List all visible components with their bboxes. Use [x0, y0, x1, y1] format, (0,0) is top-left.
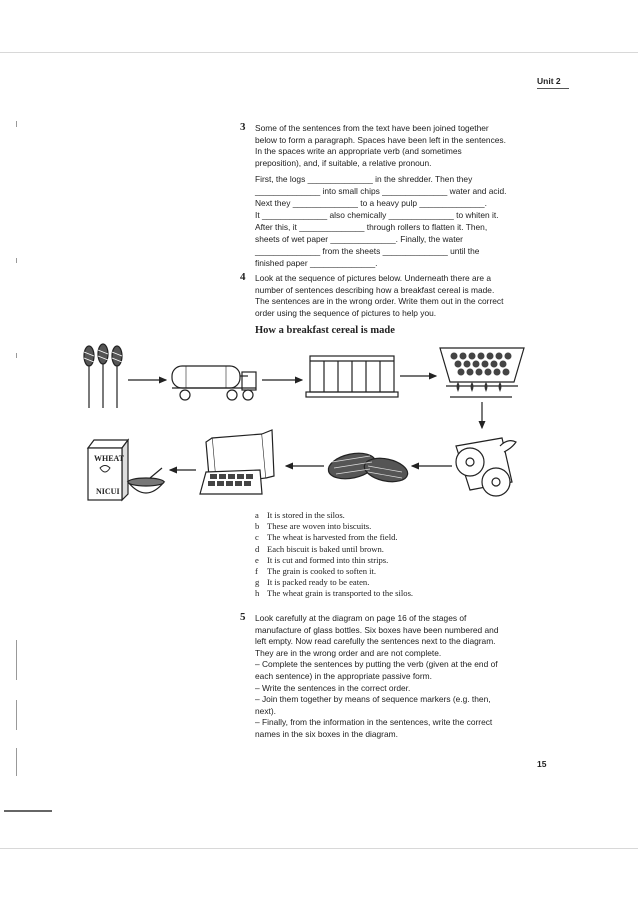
fill-line: Next they ______________ to a heavy pulp ______________. [255, 198, 487, 209]
fill-line: ______________ into small chips ______________ water and acid. [255, 186, 507, 197]
rollers-icon [456, 438, 516, 496]
instruction-line: Some of the sentences from the text have been joined together [255, 123, 489, 133]
scan-mark [4, 810, 52, 812]
instruction-line: The sentences are in the wrong order. Write them out in the correct [255, 296, 504, 307]
unit-label: Unit 2 [537, 76, 561, 86]
list-item [255, 555, 555, 566]
fill-line: It ______________ also chemically ______________ to whiten it. [255, 210, 499, 221]
instruction-line: each sentence) in the appropriate passive form. [255, 670, 432, 681]
fill-line: finished paper ______________. [255, 258, 378, 269]
instruction-line: – Finally, from the information in the sentences, write the correct [255, 717, 493, 728]
step-letter: h [255, 588, 260, 599]
step-letter: b [255, 521, 260, 532]
list-item [255, 588, 555, 599]
instruction-line: order using the sequence of pictures to help you. [255, 307, 437, 318]
scan-mark [16, 748, 17, 776]
scan-mark [16, 258, 17, 263]
step-text: It is cut and formed into thin strips. [267, 554, 389, 565]
instruction-line: They are in the wrong order and are not complete. [255, 647, 442, 658]
page-number: 15 [537, 759, 547, 769]
step-text: The wheat is harvested from the field. [267, 532, 398, 543]
exercise-number: 5 [240, 611, 246, 623]
cereal-box-text-wheat: WHEAT [94, 454, 125, 463]
step-text: The grain is cooked to soften it. [267, 566, 377, 577]
instruction-line: – Write the sentences in the correct order. [255, 682, 411, 693]
instruction-line: In the spaces write an appropriate verb (and sometimes [255, 146, 462, 157]
wheat-icon [84, 344, 122, 408]
instruction-line: – Join them together by means of sequence markers (e.g. then, [255, 694, 491, 705]
exercise-number: 4 [240, 271, 246, 283]
step-letter: d [255, 543, 260, 554]
step-letter: e [255, 554, 259, 565]
instruction-line: number of sentences describing how a breakfast cereal is made. [255, 284, 495, 295]
step-text: Each biscuit is baked until brown. [267, 543, 384, 554]
instruction-line: left empty. Now read carefully the sentences next to the diagram. [255, 636, 496, 647]
scan-mark [16, 700, 17, 730]
list-item [255, 521, 555, 532]
instruction-line: names in the six boxes in the diagram. [255, 728, 398, 739]
cereal-box-text-nicui: NICUI [96, 487, 120, 496]
scan-mark [16, 353, 17, 358]
cooker-icon [440, 348, 524, 397]
exercise-number: 3 [240, 121, 246, 133]
fill-line: After this, it ______________ through rollers to flatten it. Then, [255, 222, 488, 233]
silos-icon [306, 356, 398, 397]
step-text: It is packed ready to be eaten. [267, 577, 370, 588]
instruction-line: Look carefully at the diagram on page 16 of the stages of [255, 613, 467, 623]
instruction-line: Look at the sequence of pictures below. Underneath there are a [255, 273, 492, 283]
cereal-steps-list [255, 510, 555, 600]
step-text: It is stored in the silos. [267, 510, 345, 520]
scan-mark [16, 640, 17, 680]
exercise-5 [240, 613, 540, 741]
tanker-truck-icon [172, 366, 256, 400]
cereal-bowl-icon [128, 468, 164, 493]
instruction-line: manufacture of glass bottles. Six boxes have been numbered and [255, 624, 499, 635]
list-item [255, 566, 555, 577]
fill-line: sheets of wet paper ______________. Finally, the water [255, 234, 463, 245]
step-text: These are woven into biscuits. [267, 521, 372, 532]
step-letter: a [255, 510, 259, 520]
step-letter: c [255, 532, 259, 543]
scan-mark [16, 121, 17, 127]
step-letter: g [255, 577, 260, 588]
oven-icon [200, 430, 274, 494]
fill-line: ______________ from the sheets ______________ until the [255, 246, 480, 257]
step-letter: f [255, 566, 258, 577]
list-item [255, 544, 555, 555]
biscuits-icon [326, 449, 410, 485]
instruction-line: preposition), and, if suitable, a relative pronoun. [255, 157, 432, 168]
instruction-line: – Complete the sentences by putting the verb (given at the end of [255, 659, 498, 670]
step-text: The wheat grain is transported to the silos. [267, 588, 414, 599]
fill-line: First, the logs ______________ in the shredder. Then they [255, 174, 473, 185]
list-item [255, 510, 555, 521]
list-item [255, 532, 555, 543]
instruction-line: below to form a paragraph. Spaces have been left in the sentences. [255, 134, 506, 145]
list-item [255, 577, 555, 588]
diagram-title: How a breakfast cereal is made [255, 325, 395, 337]
instruction-line: next). [255, 705, 276, 716]
